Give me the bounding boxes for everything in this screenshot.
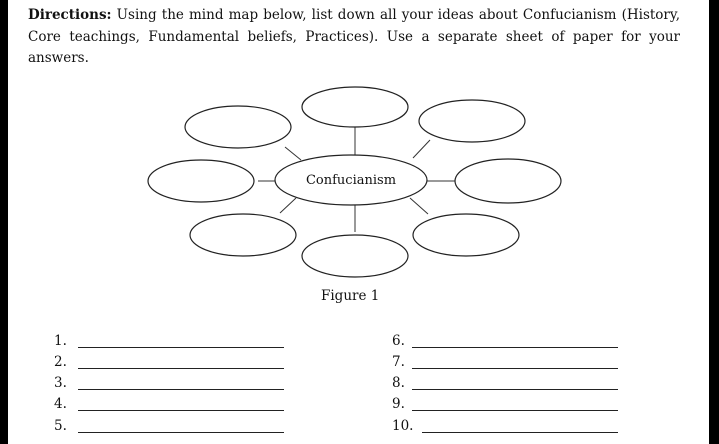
answer-blank-line[interactable] — [412, 368, 618, 369]
answer-row-9 — [392, 396, 622, 416]
idea-bubble-top-left[interactable] — [185, 106, 291, 148]
answer-number: 7. — [392, 354, 405, 370]
answer-number: 8. — [392, 375, 405, 391]
answer-blank-line[interactable] — [412, 389, 618, 390]
idea-bubble-left[interactable] — [148, 160, 254, 202]
answer-number: 5. — [54, 418, 67, 434]
answer-row-5 — [54, 418, 294, 438]
answer-blank-line[interactable] — [78, 368, 284, 369]
figure-caption: Figure 1 — [321, 288, 380, 304]
answer-row-7 — [392, 354, 622, 374]
worksheet-page — [8, 0, 709, 444]
directions-label: Directions: — [28, 7, 112, 23]
answer-number: 4. — [54, 396, 67, 412]
connector-top-right — [413, 140, 430, 158]
idea-bubble-right[interactable] — [455, 159, 561, 203]
connector-top-left — [285, 147, 301, 160]
idea-bubble-bottom[interactable] — [302, 235, 408, 277]
answer-row-8 — [392, 375, 622, 395]
answer-blank-line[interactable] — [78, 389, 284, 390]
answer-number: 2. — [54, 354, 67, 370]
idea-bubble-bottom-right[interactable] — [413, 214, 519, 256]
center-node-label: Confucianism — [305, 173, 397, 188]
answer-blank-line[interactable] — [412, 410, 618, 411]
answer-number: 6. — [392, 333, 405, 349]
answer-number: 1. — [54, 333, 67, 349]
connector-bottom-left — [280, 198, 296, 213]
answer-row-2 — [54, 354, 294, 374]
answer-blank-line[interactable] — [422, 432, 618, 433]
answer-blank-line[interactable] — [78, 410, 284, 411]
answer-row-6 — [392, 333, 622, 353]
idea-bubble-top-right[interactable] — [419, 100, 525, 142]
idea-bubble-bottom-left[interactable] — [190, 214, 296, 256]
connector-bottom-right — [410, 198, 428, 214]
answer-number: 9. — [392, 396, 405, 412]
answer-blank-line[interactable] — [78, 432, 284, 433]
answer-row-4 — [54, 396, 294, 416]
answer-blank-line[interactable] — [412, 347, 618, 348]
answer-blank-line[interactable] — [78, 347, 284, 348]
idea-bubble-top[interactable] — [302, 87, 408, 127]
answer-row-1 — [54, 333, 294, 353]
answer-row-10 — [392, 418, 622, 438]
answer-number: 10. — [392, 418, 414, 434]
answer-number: 3. — [54, 375, 67, 391]
directions-text: Using the mind map below, list down all your ideas about Confucianism (History, Core teachings, Fundamental beliefs, Practices). Use a separate sheet of paper for your answers. — [28, 7, 680, 66]
answer-row-3 — [54, 375, 294, 395]
